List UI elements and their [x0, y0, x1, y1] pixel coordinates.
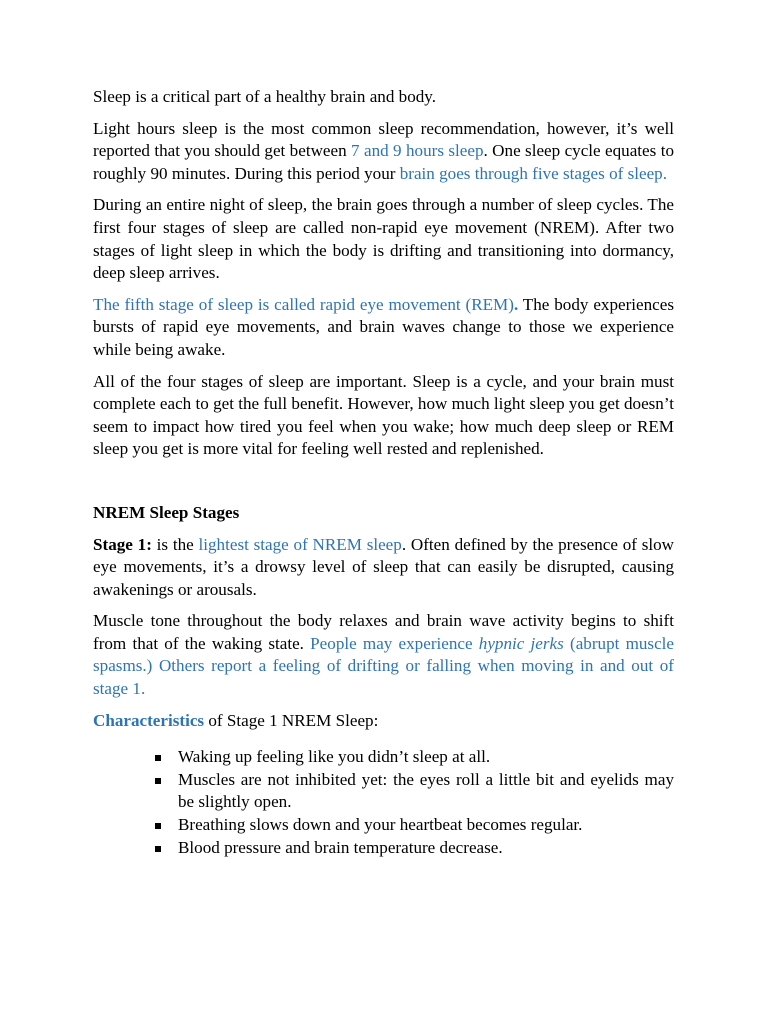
characteristics-list	[93, 746, 674, 859]
list-item	[178, 814, 674, 837]
five-stages-link[interactable]: brain goes through five stages of sleep.	[399, 163, 667, 183]
muscle-tone-paragraph	[93, 610, 674, 700]
list-item-text: Waking up feeling like you didn’t sleep at all.	[178, 747, 491, 767]
list-item-text: Blood pressure and brain temperature decrease.	[178, 837, 503, 857]
stage1-label: Stage 1:	[93, 534, 152, 554]
intro-paragraph-1: Sleep is a critical part of a healthy brain and body.	[93, 87, 437, 106]
muscle-link-a: People may experience	[310, 633, 479, 653]
list-item-text: Breathing slows down and your heartbeat becomes regular.	[178, 815, 583, 835]
list-item	[178, 769, 674, 814]
rem-stage-link[interactable]: The fifth stage of sleep is called rapid eye movement (REM)	[93, 294, 514, 314]
list-item	[178, 746, 674, 769]
hypnic-jerks-italic: hypnic jerks	[478, 633, 564, 653]
intro-p2-text-b: . One sleep cycle equates to roughly 90 minutes. During this period your	[93, 141, 674, 183]
square-bullet-icon	[155, 755, 161, 761]
intro-p4-rest: The body experiences bursts of rapid eye movements, and brain waves change to those we experience while being awake.	[93, 294, 675, 359]
rem-period: .	[513, 294, 519, 314]
muscle-link-b: (abrupt muscle spasms.) Others report a feeling of drifting or falling when moving in and out of stage 1.	[93, 633, 674, 699]
characteristics-line	[93, 710, 674, 733]
intro-paragraph-3: During an entire night of sleep, the brain goes through a number of sleep cycles. The first four stages of sleep are called non-rapid eye movement (NREM). After two stages of light sleep in which the body is drifting and transitioning into dormancy, deep sleep arrives.	[93, 195, 674, 283]
stage1-paragraph	[93, 534, 674, 602]
nrem-heading: NREM Sleep Stages	[93, 502, 240, 522]
characteristics-link[interactable]: Characteristics	[93, 710, 205, 730]
muscle-text-a: Muscle tone throughout the body relaxes and brain wave activity begins to shift from that of the waking state.	[93, 611, 674, 653]
list-item-text: Muscles are not inhibited yet: the eyes roll a little bit and eyelids may be slightly open.	[178, 769, 674, 812]
intro-paragraph-5: All of the four stages of sleep are important. Sleep is a cycle, and your brain must complete each to get the full benefit. However, how much light sleep you get doesn’t seem to impact how tired you feel when you wake; how much deep sleep or REM sleep you get is more vital for feeling well rested and replenished.	[93, 371, 674, 459]
list-item	[178, 837, 674, 860]
square-bullet-icon	[155, 846, 161, 852]
intro-p2-text-a: Light hours sleep is the most common sleep recommendation, however, it’s well reported that you should get between	[93, 118, 674, 161]
stage1-text-b: . Often defined by the presence of slow eye movements, it’s a drowsy level of sleep that can easily be disrupted, causing awakenings or arousals.	[93, 534, 674, 599]
characteristics-rest: of Stage 1 NREM Sleep:	[204, 710, 379, 730]
square-bullet-icon	[155, 823, 161, 829]
intro-paragraph-4	[93, 294, 674, 362]
sleep-hours-link[interactable]: 7 and 9 hours sleep	[351, 141, 484, 161]
stage1-text-a: is the	[151, 534, 199, 554]
intro-paragraph-2	[93, 118, 674, 186]
lightest-stage-link[interactable]: lightest stage of NREM sleep	[198, 534, 402, 554]
square-bullet-icon	[155, 778, 161, 784]
